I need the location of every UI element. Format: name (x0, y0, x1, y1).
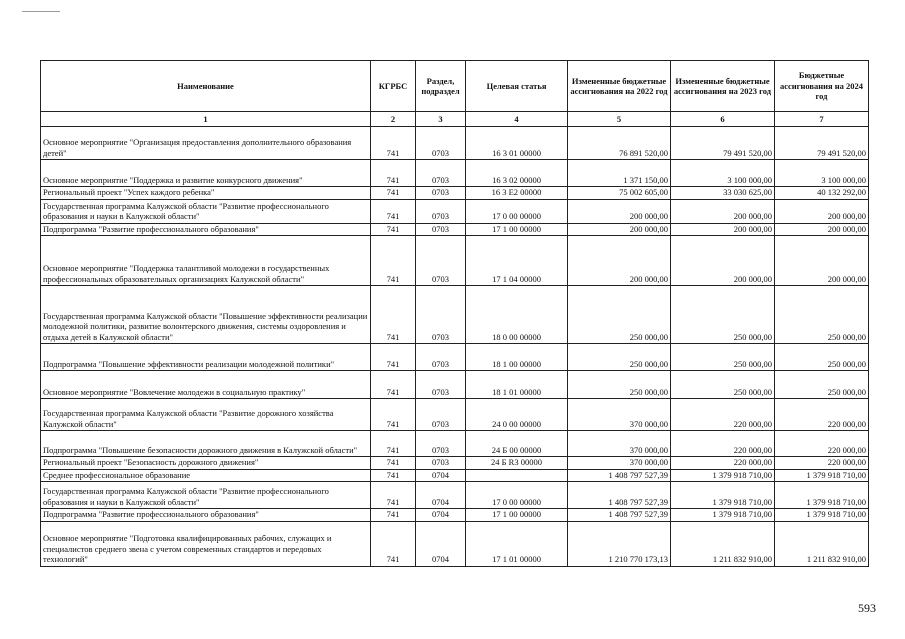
row-target: 17 1 04 00000 (466, 236, 568, 286)
row-amount-2022: 76 891 520,00 (568, 127, 671, 160)
table-row (41, 482, 869, 509)
row-amount-2022: 75 002 605,00 (568, 187, 671, 200)
row-kgrbs: 741 (371, 482, 416, 509)
row-section: 0703 (416, 160, 466, 187)
row-name: Подпрограмма "Развитие профессионального образования" (41, 509, 371, 522)
row-kgrbs: 741 (371, 457, 416, 470)
table-row (41, 521, 869, 566)
row-amount-2024: 1 211 832 910,00 (775, 521, 869, 566)
row-amount-2024: 250 000,00 (775, 371, 869, 399)
column-number: 7 (775, 112, 869, 127)
row-amount-2023: 200 000,00 (671, 199, 775, 223)
column-number: 2 (371, 112, 416, 127)
column-number: 3 (416, 112, 466, 127)
row-section: 0703 (416, 371, 466, 399)
row-amount-2022: 1 408 797 527,39 (568, 469, 671, 482)
table-row (41, 344, 869, 371)
row-amount-2022: 370 000,00 (568, 431, 671, 457)
table-row (41, 286, 869, 344)
row-target: 17 1 00 00000 (466, 509, 568, 522)
column-number: 6 (671, 112, 775, 127)
row-section: 0703 (416, 286, 466, 344)
row-amount-2024: 250 000,00 (775, 286, 869, 344)
row-target: 18 1 01 00000 (466, 371, 568, 399)
row-target: 17 1 01 00000 (466, 521, 568, 566)
row-amount-2023: 220 000,00 (671, 457, 775, 470)
row-kgrbs: 741 (371, 187, 416, 200)
column-number: 1 (41, 112, 371, 127)
row-kgrbs: 741 (371, 344, 416, 371)
row-name: Основное мероприятие "Поддержка талантливой молодежи в государственных профессиональных образовательных организациях Калужской области" (41, 236, 371, 286)
row-name: Основное мероприятие "Поддержка и развитие конкурсного движения" (41, 160, 371, 187)
row-kgrbs: 741 (371, 236, 416, 286)
col-header-2022: Измененные бюджетные ассигнования на 2022 год (568, 61, 671, 112)
row-kgrbs: 741 (371, 521, 416, 566)
row-amount-2024: 220 000,00 (775, 399, 869, 431)
table-row (41, 223, 869, 236)
row-amount-2024: 200 000,00 (775, 236, 869, 286)
row-amount-2024: 1 379 918 710,00 (775, 482, 869, 509)
row-section: 0703 (416, 344, 466, 371)
row-target: 17 0 00 00000 (466, 482, 568, 509)
row-name: Государственная программа Калужской области "Повышение эффективности реализации молодежной политики, развитие волонтерского движения, системы оздоровления и отдыха детей в Калужской области" (41, 286, 371, 344)
row-name: Региональный проект "Безопасность дорожного движения" (41, 457, 371, 470)
col-header-2024: Бюджетные ассигнования на 2024 год (775, 61, 869, 112)
column-number-row (41, 112, 869, 127)
row-amount-2022: 1 371 150,00 (568, 160, 671, 187)
row-target: 16 3 02 00000 (466, 160, 568, 187)
row-section: 0704 (416, 521, 466, 566)
col-header-2023: Измененные бюджетные ассигнования на 2023 год (671, 61, 775, 112)
table-row (41, 469, 869, 482)
row-name: Государственная программа Калужской области "Развитие дорожного хозяйства Калужской области" (41, 399, 371, 431)
row-section: 0703 (416, 127, 466, 160)
row-name: Подпрограмма "Развитие профессионального образования" (41, 223, 371, 236)
row-target: 24 Б 00 00000 (466, 431, 568, 457)
row-amount-2022: 1 210 770 173,13 (568, 521, 671, 566)
row-target: 18 0 00 00000 (466, 286, 568, 344)
row-amount-2024: 1 379 918 710,00 (775, 509, 869, 522)
row-name: Региональный проект "Успех каждого ребенка" (41, 187, 371, 200)
row-section: 0704 (416, 509, 466, 522)
row-amount-2024: 1 379 918 710,00 (775, 469, 869, 482)
row-amount-2024: 220 000,00 (775, 431, 869, 457)
scan-mark (22, 11, 60, 12)
budget-table (40, 60, 869, 567)
row-name: Среднее профессиональное образование (41, 469, 371, 482)
col-header-kgrbs: КГРБС (371, 61, 416, 112)
row-section: 0703 (416, 187, 466, 200)
row-amount-2023: 220 000,00 (671, 431, 775, 457)
row-amount-2022: 250 000,00 (568, 371, 671, 399)
row-name: Подпрограмма "Повышение безопасности дорожного движения в Калужской области" (41, 431, 371, 457)
table-row (41, 236, 869, 286)
row-kgrbs: 741 (371, 160, 416, 187)
row-target: 16 3 E2 00000 (466, 187, 568, 200)
row-kgrbs: 741 (371, 199, 416, 223)
table-row (41, 160, 869, 187)
row-amount-2023: 200 000,00 (671, 236, 775, 286)
row-kgrbs: 741 (371, 431, 416, 457)
table-row (41, 431, 869, 457)
row-name: Государственная программа Калужской области "Развитие профессионального образования и науки в Калужской области" (41, 482, 371, 509)
row-target: 16 3 01 00000 (466, 127, 568, 160)
table-row (41, 127, 869, 160)
row-section: 0704 (416, 482, 466, 509)
row-target (466, 469, 568, 482)
table-row (41, 509, 869, 522)
row-amount-2024: 200 000,00 (775, 223, 869, 236)
row-amount-2022: 250 000,00 (568, 286, 671, 344)
row-amount-2023: 79 491 520,00 (671, 127, 775, 160)
row-amount-2022: 200 000,00 (568, 223, 671, 236)
row-target: 24 0 00 00000 (466, 399, 568, 431)
row-amount-2023: 250 000,00 (671, 344, 775, 371)
row-kgrbs: 741 (371, 127, 416, 160)
row-section: 0703 (416, 399, 466, 431)
column-number: 4 (466, 112, 568, 127)
table-row (41, 399, 869, 431)
row-name: Основное мероприятие "Вовлечение молодежи в социальную практику" (41, 371, 371, 399)
row-amount-2023: 200 000,00 (671, 223, 775, 236)
row-amount-2023: 1 379 918 710,00 (671, 469, 775, 482)
row-target: 17 0 00 00000 (466, 199, 568, 223)
row-kgrbs: 741 (371, 286, 416, 344)
row-amount-2023: 3 100 000,00 (671, 160, 775, 187)
row-section: 0703 (416, 457, 466, 470)
row-amount-2023: 33 030 625,00 (671, 187, 775, 200)
row-amount-2024: 220 000,00 (775, 457, 869, 470)
row-name: Основное мероприятие "Подготовка квалифицированных рабочих, служащих и специалистов среднего звена с учетом современных стандартов и передовых технологий" (41, 521, 371, 566)
row-amount-2022: 370 000,00 (568, 457, 671, 470)
page-number: 593 (858, 601, 876, 615)
col-header-section: Раздел, подраздел (416, 61, 466, 112)
row-amount-2023: 1 211 832 910,00 (671, 521, 775, 566)
row-section: 0704 (416, 469, 466, 482)
row-kgrbs: 741 (371, 371, 416, 399)
table-row (41, 187, 869, 200)
column-number: 5 (568, 112, 671, 127)
row-section: 0703 (416, 199, 466, 223)
table-row (41, 457, 869, 470)
row-amount-2024: 250 000,00 (775, 344, 869, 371)
header-row (41, 61, 869, 112)
row-amount-2022: 250 000,00 (568, 344, 671, 371)
row-amount-2023: 1 379 918 710,00 (671, 509, 775, 522)
row-amount-2023: 220 000,00 (671, 399, 775, 431)
row-amount-2022: 1 408 797 527,39 (568, 482, 671, 509)
row-amount-2023: 1 379 918 710,00 (671, 482, 775, 509)
row-amount-2024: 3 100 000,00 (775, 160, 869, 187)
row-kgrbs: 741 (371, 399, 416, 431)
row-target: 18 1 00 00000 (466, 344, 568, 371)
row-amount-2022: 200 000,00 (568, 236, 671, 286)
row-section: 0703 (416, 431, 466, 457)
table-row (41, 199, 869, 223)
row-amount-2023: 250 000,00 (671, 286, 775, 344)
row-name: Подпрограмма "Повышение эффективности реализации молодежной политики" (41, 344, 371, 371)
row-kgrbs: 741 (371, 223, 416, 236)
row-kgrbs: 741 (371, 509, 416, 522)
row-target: 24 Б R3 00000 (466, 457, 568, 470)
row-amount-2022: 370 000,00 (568, 399, 671, 431)
row-name: Государственная программа Калужской области "Развитие профессионального образования и науки в Калужской области" (41, 199, 371, 223)
table-row (41, 371, 869, 399)
row-amount-2022: 200 000,00 (568, 199, 671, 223)
row-amount-2022: 1 408 797 527,39 (568, 509, 671, 522)
row-name: Основное мероприятие "Организация предоставления дополнительного образования детей" (41, 127, 371, 160)
row-amount-2024: 200 000,00 (775, 199, 869, 223)
row-amount-2023: 250 000,00 (671, 371, 775, 399)
row-kgrbs: 741 (371, 469, 416, 482)
row-amount-2024: 40 132 292,00 (775, 187, 869, 200)
col-header-name: Наименование (41, 61, 371, 112)
row-section: 0703 (416, 236, 466, 286)
row-section: 0703 (416, 223, 466, 236)
col-header-target: Целевая статья (466, 61, 568, 112)
row-amount-2024: 79 491 520,00 (775, 127, 869, 160)
row-target: 17 1 00 00000 (466, 223, 568, 236)
